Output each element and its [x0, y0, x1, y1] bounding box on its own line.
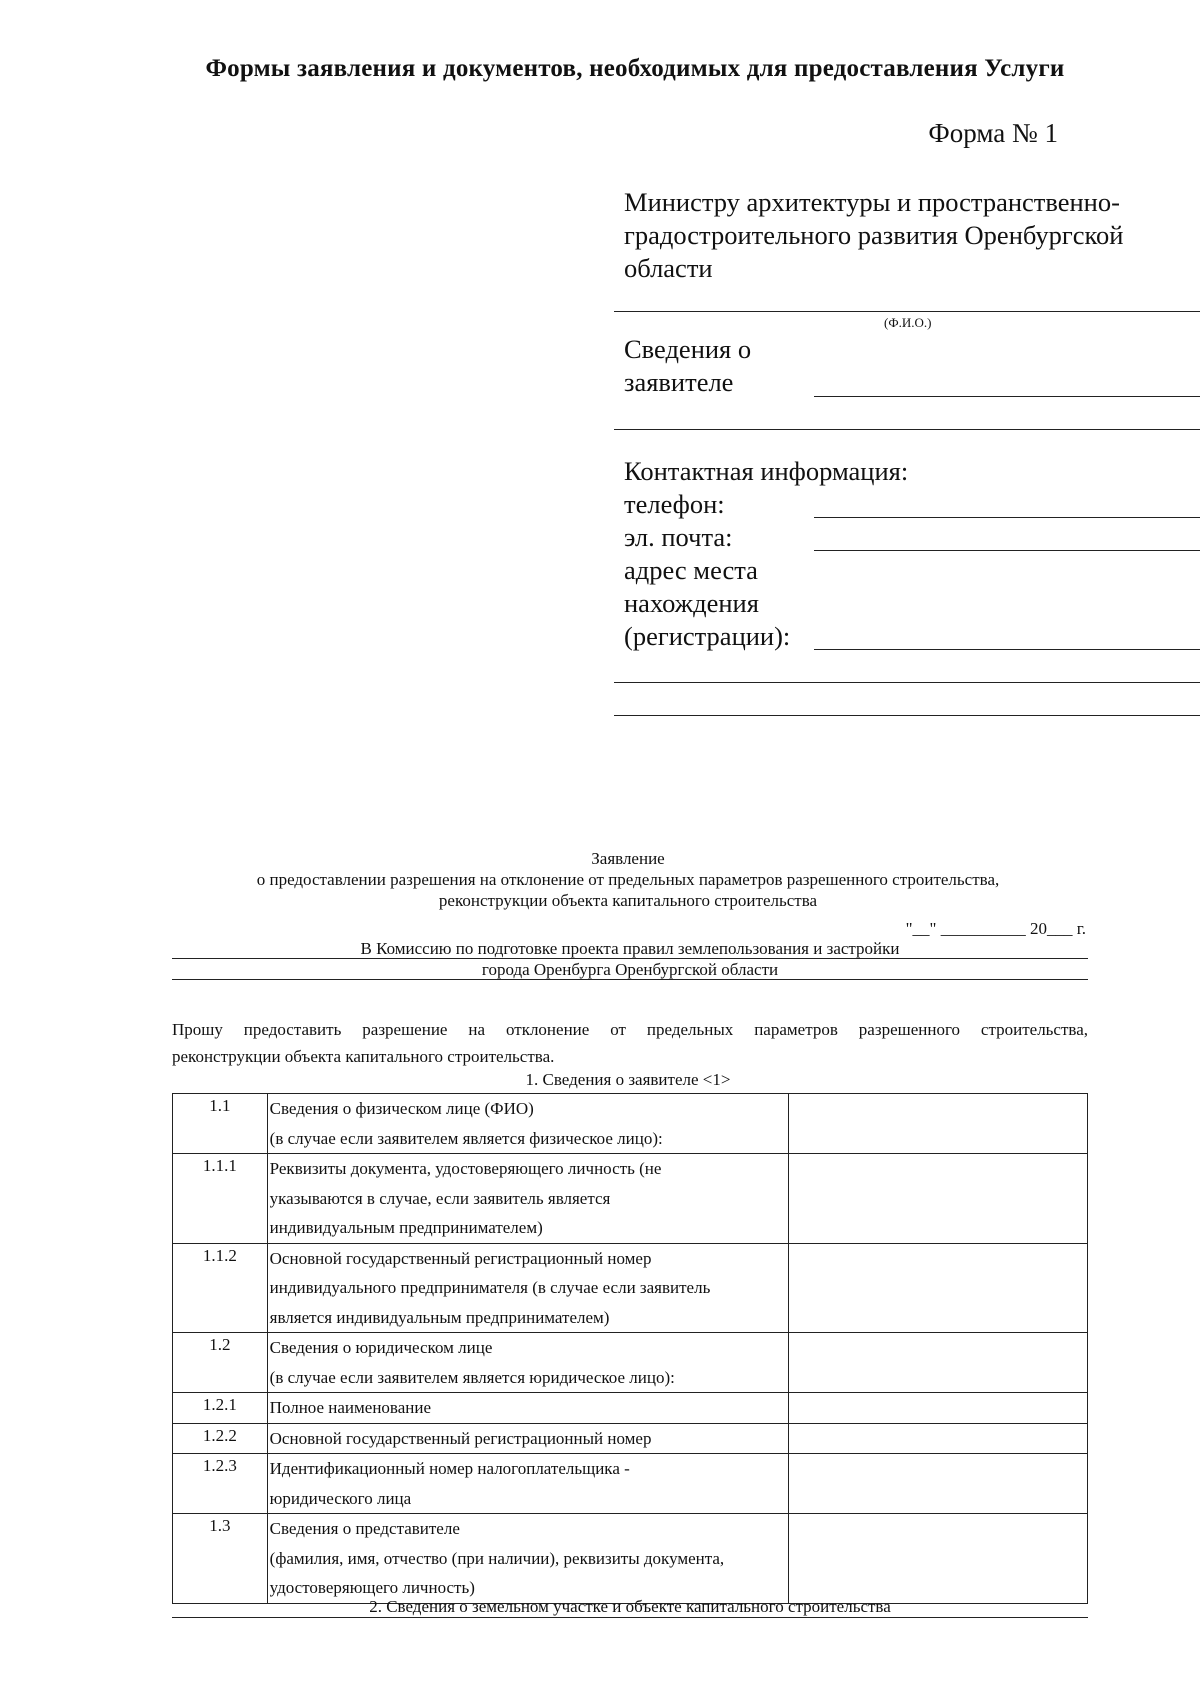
- table-row: [173, 1243, 1088, 1333]
- section2-title: 2. Сведения о земельном участке и объекте капитального строительства: [369, 1597, 891, 1616]
- row-description: [267, 1454, 788, 1514]
- fio-field-line[interactable]: [614, 311, 1200, 312]
- row-number: 1.2: [173, 1333, 268, 1393]
- section1-title: 1. Сведения о заявителе <1>: [525, 1070, 731, 1089]
- row-description: [267, 1423, 788, 1454]
- address-field-line[interactable]: [814, 649, 1200, 650]
- addressee-line: области: [624, 253, 713, 283]
- row-description: [267, 1243, 788, 1333]
- row-description-line: индивидуального предпринимателя (в случае если заявитель: [269, 1278, 711, 1297]
- address-field-line-3[interactable]: [614, 715, 1200, 716]
- email-label: эл. почта:: [624, 522, 733, 552]
- row-value-field[interactable]: [788, 1094, 1087, 1154]
- applicant-info-table: [172, 1093, 1088, 1604]
- recipient-underline: [172, 979, 1088, 980]
- table-row: [173, 1154, 1088, 1244]
- row-description-line: Сведения о физическом лице (ФИО): [269, 1099, 534, 1118]
- email-field-line[interactable]: [814, 550, 1200, 551]
- row-description-line: индивидуальным предпринимателем): [269, 1218, 543, 1237]
- row-number: 1.1.1: [173, 1154, 268, 1244]
- applicant-label: [624, 333, 751, 399]
- row-description-line: Реквизиты документа, удостоверяющего личность (не: [269, 1159, 662, 1178]
- statement-title: Заявление: [591, 849, 665, 868]
- row-description-line: Полное наименование: [269, 1398, 432, 1417]
- row-number: 1.1.2: [173, 1243, 268, 1333]
- request-paragraph: [172, 1016, 1088, 1070]
- row-description-line: Сведения о юридическом лице: [269, 1338, 493, 1357]
- row-description: [267, 1393, 788, 1424]
- row-number: 1.3: [173, 1514, 268, 1604]
- row-number: 1.1: [173, 1094, 268, 1154]
- address-label: адрес места: [624, 555, 758, 585]
- row-value-field[interactable]: [788, 1243, 1087, 1333]
- table-row: [173, 1333, 1088, 1393]
- applicant-field-line-2[interactable]: [614, 429, 1200, 430]
- row-description-line: (в случае если заявителем является физическое лицо):: [269, 1128, 663, 1148]
- row-description-line: Основной государственный регистрационный номер: [269, 1428, 652, 1448]
- contacts-heading: Контактная информация:: [624, 456, 909, 486]
- row-value-field[interactable]: [788, 1423, 1087, 1454]
- addressee-line: Министру архитектуры и пространственно-: [624, 187, 1120, 217]
- request-line: реконструкции объекта капитального строительства.: [172, 1047, 555, 1066]
- page-title: Формы заявления и документов, необходимых для предоставления Услуги: [205, 55, 1065, 82]
- row-value-field[interactable]: [788, 1454, 1087, 1514]
- fio-hint: (Ф.И.О.): [884, 315, 932, 330]
- row-description-line: (в случае если заявителем является юридическое лицо):: [269, 1367, 675, 1387]
- applicant-field-line[interactable]: [814, 396, 1200, 397]
- row-description-line: указываются в случае, если заявитель является: [269, 1188, 611, 1208]
- table-row: [173, 1423, 1088, 1454]
- row-value-field[interactable]: [788, 1393, 1087, 1424]
- request-line: Прошу предоставить разрешение на отклонение от предельных параметров разрешенного строительства,: [172, 1020, 1088, 1039]
- section2-underline: [172, 1617, 1088, 1618]
- phone-label: телефон:: [624, 489, 725, 519]
- row-description: [267, 1333, 788, 1393]
- addressee-block: [624, 186, 1123, 285]
- recipient-line: города Оренбурга Оренбургской области: [481, 960, 779, 979]
- contacts-block: [624, 455, 908, 653]
- row-description: [267, 1154, 788, 1244]
- address-label: нахождения: [624, 588, 759, 618]
- address-label: (регистрации):: [624, 621, 791, 651]
- recipient-line: В Комиссию по подготовке проекта правил землепользования и застройки: [360, 939, 900, 958]
- table-row: [173, 1514, 1088, 1604]
- row-value-field[interactable]: [788, 1154, 1087, 1244]
- row-description-line: Идентификационный номер налогоплательщика -: [269, 1459, 630, 1478]
- statement-subtitle: о предоставлении разрешения на отклонение от предельных параметров разрешенного строительства,: [256, 870, 1000, 889]
- table-row: [173, 1454, 1088, 1514]
- applicant-label-line: заявителе: [624, 367, 734, 397]
- applicant-label-line: Сведения о: [624, 334, 752, 364]
- row-description-line: является индивидуальным предпринимателем): [269, 1307, 610, 1327]
- form-number: Форма № 1: [928, 118, 1058, 148]
- row-number: 1.2.1: [173, 1393, 268, 1424]
- row-description-line: Сведения о представителе: [269, 1519, 460, 1538]
- row-value-field[interactable]: [788, 1333, 1087, 1393]
- row-value-field[interactable]: [788, 1514, 1087, 1604]
- addressee-line: градостроительного развития Оренбургской: [624, 220, 1124, 250]
- row-description: [267, 1094, 788, 1154]
- row-description-line: (фамилия, имя, отчество (при наличии), реквизиты документа,: [269, 1548, 725, 1568]
- row-description-line: Основной государственный регистрационный номер: [269, 1248, 652, 1268]
- row-number: 1.2.2: [173, 1423, 268, 1454]
- date-line[interactable]: "__" __________ 20___ г.: [905, 919, 1086, 938]
- phone-field-line[interactable]: [814, 517, 1200, 518]
- row-description-line: юридического лица: [269, 1488, 412, 1508]
- statement-subtitle: реконструкции объекта капитального строительства: [438, 891, 818, 910]
- row-description: [267, 1514, 788, 1604]
- row-number: 1.2.3: [173, 1454, 268, 1514]
- table-row: [173, 1094, 1088, 1154]
- row-description-line: удостоверяющего личность): [269, 1578, 475, 1597]
- table-row: [173, 1393, 1088, 1424]
- address-field-line-2[interactable]: [614, 682, 1200, 683]
